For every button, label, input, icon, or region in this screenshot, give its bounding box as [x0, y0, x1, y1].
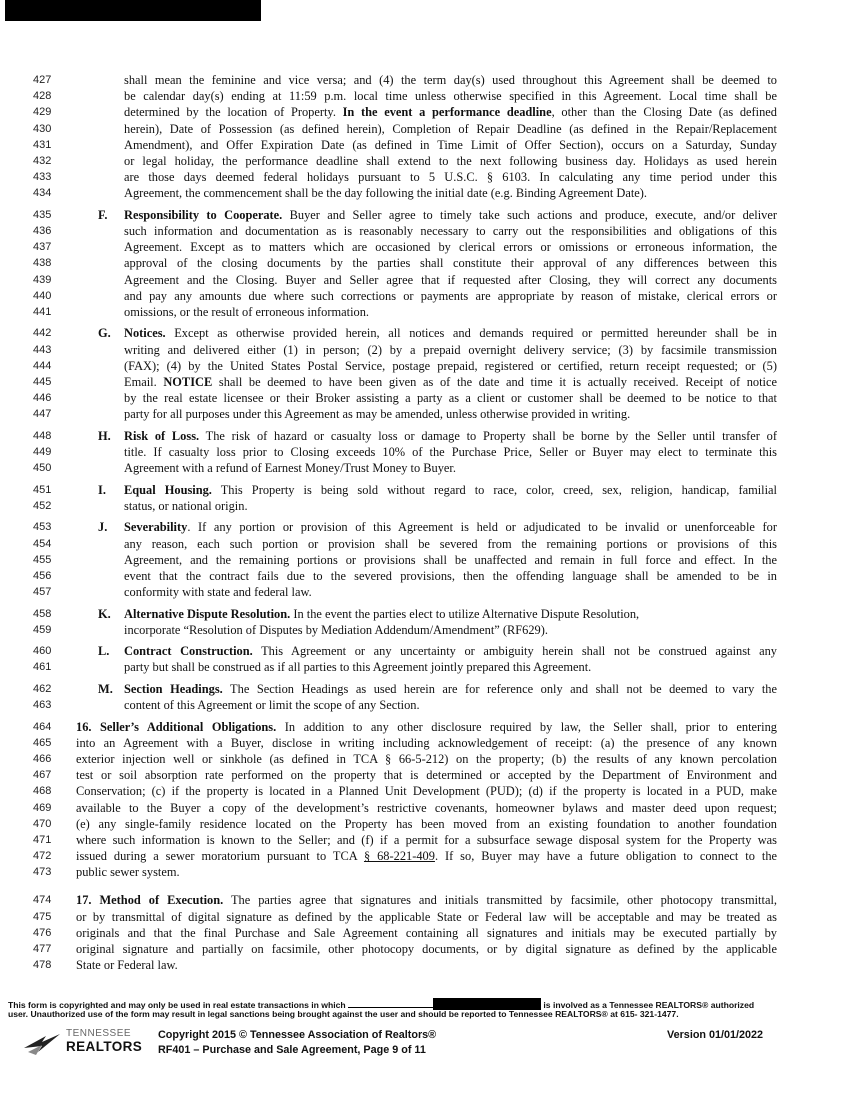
bold-heading: Contract Construction.	[124, 644, 253, 659]
document-line	[0, 72, 850, 88]
line-text	[124, 519, 777, 535]
line-text: or by transmittal of digital signature as defined by the applicable State or Federal law will be acceptable and may be treated as	[76, 909, 777, 924]
document-line	[0, 104, 850, 120]
line-number: 471	[33, 833, 52, 846]
bold-heading: 17. Method of Execution.	[76, 893, 224, 908]
line-number: 465	[33, 736, 52, 749]
document-line	[0, 288, 850, 304]
text-run: , other than the Closing Date (as defined	[551, 105, 777, 120]
document-line	[0, 832, 850, 848]
logo-text-realtors: REALTORS	[66, 1039, 143, 1054]
line-text: party but shall be construed as if all parties to this Agreement jointly prepared this Agreement.	[124, 660, 592, 675]
document-line	[0, 169, 850, 185]
line-number: 470	[33, 817, 52, 830]
document-line	[0, 719, 850, 735]
line-number: 428	[33, 90, 52, 103]
realtors-arrow-icon	[22, 1028, 62, 1058]
line-text: any reason, each such portion or provision shall be severed from the remaining portions or provisions of this	[124, 536, 777, 551]
section-letter: M.	[98, 681, 113, 696]
line-text: event that the contract fails due to the severed provisions, then the offending language shall be amended to be in	[124, 568, 777, 583]
document-line	[0, 460, 850, 476]
line-number: 434	[33, 187, 52, 200]
line-text: content of this Agreement or limit the scope of any Section.	[124, 698, 420, 713]
line-number: 475	[33, 910, 52, 923]
line-number: 457	[33, 586, 52, 599]
line-number: 433	[33, 171, 52, 184]
document-line	[0, 519, 850, 535]
bold-heading: In the event a performance deadline	[342, 105, 552, 120]
line-text	[124, 482, 777, 498]
document-line	[0, 390, 850, 406]
line-number: 450	[33, 462, 52, 475]
document-line	[0, 681, 850, 697]
document-line	[0, 552, 850, 568]
document-line	[0, 925, 850, 941]
line-text	[124, 207, 777, 223]
line-text: omissions, or the result of erroneous information.	[124, 304, 370, 319]
line-number: 449	[33, 446, 52, 459]
line-number: 472	[33, 850, 52, 863]
line-number: 437	[33, 241, 52, 254]
line-text: into an Agreement with a Buyer, disclose in writing including acknowledgement of receipt: (a) the presence of any known	[76, 735, 777, 750]
line-text: State or Federal law.	[76, 958, 178, 973]
text-run: Email.	[124, 374, 164, 389]
document-line	[0, 358, 850, 374]
line-number: 427	[33, 74, 52, 86]
line-text: writing and delivered either (1) in person; (2) by a prepaid overnight delivery service; (3) by facsimile transmission	[124, 342, 777, 357]
section-letter: F.	[98, 207, 108, 222]
line-text: Agreement. Except as to matters which are occasioned by clerical errors or omissions or erroneous information, the	[124, 240, 777, 255]
line-number: 469	[33, 801, 52, 814]
line-text: be calendar day(s) ending at 11:59 p.m. local time unless otherwise specified in this Agreement. Local time shall be	[124, 89, 777, 104]
copyright-notice-part-a: This form is copyrighted and may only be used in real estate transactions in which	[8, 1000, 346, 1010]
line-number: 459	[33, 623, 52, 636]
document-line	[0, 584, 850, 600]
text-run: This Property is being sold without regard to race, color, creed, sex, religion, handicap, familial	[211, 482, 777, 497]
line-text: or legal holiday, the performance deadline shall extend to the next following business day. Holidays as used herein	[124, 153, 777, 168]
line-number: 473	[33, 866, 52, 879]
form-version: Version 01/01/2022	[667, 1029, 764, 1041]
document-line	[0, 659, 850, 675]
line-text	[124, 104, 777, 120]
line-number: 432	[33, 154, 52, 167]
line-text: (e) any single-family residence located on the Property has been moved from an existing foundation to another foundation	[76, 816, 777, 831]
text-run: . If any portion or provision of this Agreement is held or adjudicated to be invalid or unenforceable for	[187, 520, 777, 535]
line-number: 435	[33, 208, 52, 221]
line-text: shall mean the feminine and vice versa; and (4) the term day(s) used throughout this Agreement shall be deemed to	[124, 73, 777, 87]
document-line	[0, 121, 850, 137]
document-line	[0, 909, 850, 925]
document-line	[0, 697, 850, 713]
section-letter: J.	[98, 520, 108, 535]
document-line	[0, 800, 850, 816]
document-line	[0, 751, 850, 767]
line-number: 468	[33, 785, 52, 798]
line-text: Agreement and the Closing. Buyer and Seller agree that if requested after Closing, they will correct any documents	[124, 272, 777, 287]
line-text: approval of the closing documents by the parties shall constitute their approval of any differences between this	[124, 256, 777, 271]
text-run: In the event the parties elect to utilize Alternative Dispute Resolution,	[290, 606, 640, 621]
line-text: are those days deemed federal holidays pursuant to 5 U.S.C. § 6103. In calculating any time period under this	[124, 170, 777, 185]
document-line	[0, 444, 850, 460]
line-number: 447	[33, 408, 52, 421]
bold-heading: Severability	[124, 520, 188, 535]
line-text: party for all purposes under this Agreement as may be amended, unless otherwise provided in writing.	[124, 407, 631, 422]
line-text: Agreement, and the remaining portions or provisions shall be unaffected and remain in full force and effect. In the	[124, 552, 777, 567]
line-number: 458	[33, 607, 52, 620]
document-line	[0, 239, 850, 255]
document-line	[0, 536, 850, 552]
line-number: 454	[33, 537, 52, 550]
line-text: herein), Date of Possession (as defined herein), Completion of Repair Deadline (as defined in the Repair/Replacement	[124, 121, 777, 136]
bold-heading: Alternative Dispute Resolution.	[124, 606, 291, 621]
line-text: (FAX); (4) by the United States Postal Service, postage prepaid, registered or certified, return receipt requested; or (5)	[124, 358, 777, 373]
document-line	[0, 325, 850, 341]
line-text: Agreement, the commencement shall be the day following the initial date (e.g. Binding Agreement Date).	[124, 186, 647, 201]
document-line	[0, 255, 850, 271]
section-letter: G.	[98, 326, 111, 341]
line-number: 436	[33, 224, 52, 237]
line-text: exterior injection well or sinkhole (as defined in TCA § 66-5-212) on the property; (b) the results of any known percolation	[76, 751, 777, 766]
line-text: status, or national origin.	[124, 498, 248, 513]
blank-line	[348, 999, 433, 1008]
text-run: issued during a sewer moratorium pursuant to TCA	[76, 849, 364, 864]
bold-heading: 16. Seller’s Additional Obligations.	[76, 719, 277, 734]
line-number: 445	[33, 375, 52, 388]
section-letter: L.	[98, 644, 110, 659]
line-text: incorporate “Resolution of Disputes by Mediation Addendum/Amendment” (RF629).	[124, 622, 548, 637]
document-line	[0, 428, 850, 444]
document-body	[0, 72, 850, 973]
line-text	[76, 719, 777, 735]
bold-heading: Notices.	[124, 326, 166, 341]
line-text: originals and that the final Purchase and Sale Agreement containing all signatures and initials may be executed partially by	[76, 925, 777, 940]
line-text: Agreement with a refund of Earnest Money/Trust Money to Buyer.	[124, 461, 456, 476]
line-number: 442	[33, 327, 52, 340]
document-line	[0, 622, 850, 638]
line-number: 441	[33, 305, 52, 318]
document-line	[0, 88, 850, 104]
bold-heading: Equal Housing.	[124, 482, 212, 497]
text-run: The parties agree that signatures and initials transmitted by facsimile, other photocopy transmittal,	[223, 893, 777, 908]
text-run: This Agreement or any uncertainty or ambiguity herein shall not be construed against any	[252, 644, 777, 659]
text-run: In addition to any other disclosure required by law, the Seller shall, prior to entering	[276, 719, 777, 734]
text-run: . If so, Buyer may have a future obligation to connect to the	[434, 849, 777, 864]
line-text: available to the Buyer a copy of the development’s restrictive covenants, homeowner bylaws and master deed upon request;	[76, 800, 777, 815]
line-number: 438	[33, 257, 52, 270]
line-text: Conservation; (c) if the property is located in a Planned Unit Development (PUD); (d) if the property is located in a PUD, make	[76, 784, 777, 799]
text-run: Except as otherwise provided herein, all notices and demands required or permitted hereunder shall be in	[165, 326, 777, 341]
document-line	[0, 482, 850, 498]
document-line	[0, 406, 850, 422]
text-run: shall be deemed to have been given as of the date and time it is actually received. Receipt of notice	[212, 374, 777, 389]
bold-heading: NOTICE	[163, 374, 213, 389]
line-number: 451	[33, 483, 52, 496]
document-line	[0, 892, 850, 908]
line-number: 443	[33, 343, 52, 356]
form-title: RF401 – Purchase and Sale Agreement, Page 9 of 11	[158, 1044, 426, 1056]
text-run: The Section Headings as used herein are for reference only and shall not be deemed to vary the	[222, 681, 777, 696]
line-number: 460	[33, 645, 52, 658]
line-number: 430	[33, 122, 52, 135]
line-number: 474	[33, 894, 52, 907]
line-text	[124, 374, 777, 390]
line-number: 463	[33, 699, 52, 712]
bold-heading: Risk of Loss.	[124, 428, 200, 443]
line-text: where such information is known to the Seller; and (f) if a permit for a subsurface sewage disposal system for the Property was	[76, 832, 777, 847]
document-line	[0, 767, 850, 783]
line-text	[124, 681, 777, 697]
document-line	[0, 941, 850, 957]
document-line	[0, 342, 850, 358]
document-line	[0, 816, 850, 832]
document-line	[0, 848, 850, 864]
document-line	[0, 643, 850, 659]
document-line	[0, 207, 850, 223]
line-number: 461	[33, 661, 52, 674]
document-line	[0, 153, 850, 169]
line-number: 455	[33, 553, 52, 566]
copyright-line: Copyright 2015 © Tennessee Association of Realtors®	[158, 1029, 437, 1041]
line-number: 464	[33, 720, 52, 733]
line-text	[124, 428, 777, 444]
section-letter: H.	[98, 428, 111, 443]
line-number: 444	[33, 359, 52, 372]
line-number: 448	[33, 429, 52, 442]
line-text	[76, 892, 777, 908]
document-line	[0, 272, 850, 288]
line-number: 440	[33, 289, 52, 302]
line-text: and pay any amounts due where such corrections or payments are appropriate by reason of mistake, clerical errors or	[124, 288, 777, 303]
document-line	[0, 568, 850, 584]
line-number: 462	[33, 682, 52, 695]
document-line	[0, 223, 850, 239]
document-line	[0, 304, 850, 320]
line-text: public sewer system.	[76, 865, 180, 880]
document-line	[0, 498, 850, 514]
line-number: 467	[33, 769, 52, 782]
logo-text-tennessee: TENNESSEE	[66, 1028, 132, 1039]
text-run: Buyer and Seller agree to timely take such actions and produce, execute, and/or deliver	[282, 207, 777, 222]
line-text: test or soil absorption rate performed on the property that is determined or accepted by the Department of Environment and	[76, 768, 777, 783]
copyright-notice-part-b: is involved as a Tennessee REALTORS® authorized	[543, 1000, 755, 1010]
line-text: original signature and partially on facsimile, other photocopy documents, or by digital signature as defined by the applicable	[76, 942, 777, 957]
document-line	[0, 374, 850, 390]
line-text: Amendment), and Offer Expiration Date (as defined in Time Limit of Offer Section), occurs on a Saturday, Sunday	[124, 137, 777, 152]
bold-heading: Responsibility to Cooperate.	[124, 207, 283, 222]
document-line	[0, 783, 850, 799]
line-number: 466	[33, 752, 52, 765]
line-text: such information and documentation as is reasonably necessary to carry out the responsibilities and obligations of this	[124, 223, 777, 238]
line-text	[124, 325, 777, 341]
line-number: 431	[33, 138, 52, 151]
text-run: The risk of hazard or casualty loss or damage to Property shall be borne by the Seller until transfer of	[199, 428, 777, 443]
section-letter: K.	[98, 606, 111, 621]
document-line	[0, 735, 850, 751]
section-letter: I.	[98, 482, 106, 497]
line-number: 456	[33, 569, 52, 582]
line-number: 478	[33, 959, 52, 972]
tennessee-realtors-logo	[22, 1028, 142, 1058]
line-number: 439	[33, 273, 52, 286]
line-number: 446	[33, 392, 52, 405]
document-line	[0, 185, 850, 201]
statute-reference: § 68-221-409	[363, 849, 435, 864]
line-number: 452	[33, 499, 52, 512]
redaction-bar	[5, 0, 261, 21]
document-line	[0, 137, 850, 153]
unauthorized-use-notice: user. Unauthorized use of the form may result in legal sanctions being brought against the user and should be reported to Tennessee REALTORS® at 615- 321-1477.	[8, 1009, 679, 1019]
document-line	[0, 606, 850, 622]
line-number: 477	[33, 943, 52, 956]
document-line	[0, 957, 850, 973]
bold-heading: Section Headings.	[124, 681, 223, 696]
line-number: 476	[33, 926, 52, 939]
line-number: 429	[33, 106, 52, 119]
line-text	[124, 643, 777, 659]
line-text: title. If casualty loss prior to Closing exceeds 10% of the Purchase Price, Seller or Buyer may elect to terminate this	[124, 445, 777, 460]
line-text: conformity with state and federal law.	[124, 585, 312, 600]
line-text	[124, 606, 777, 622]
document-line	[0, 864, 850, 880]
line-number: 453	[33, 521, 52, 534]
text-run: determined by the location of Property.	[124, 105, 343, 120]
line-text	[76, 848, 777, 864]
line-text: by the real estate licensee or their Broker assisting a party as a client or customer shall be deemed to be notice to that	[124, 391, 777, 406]
